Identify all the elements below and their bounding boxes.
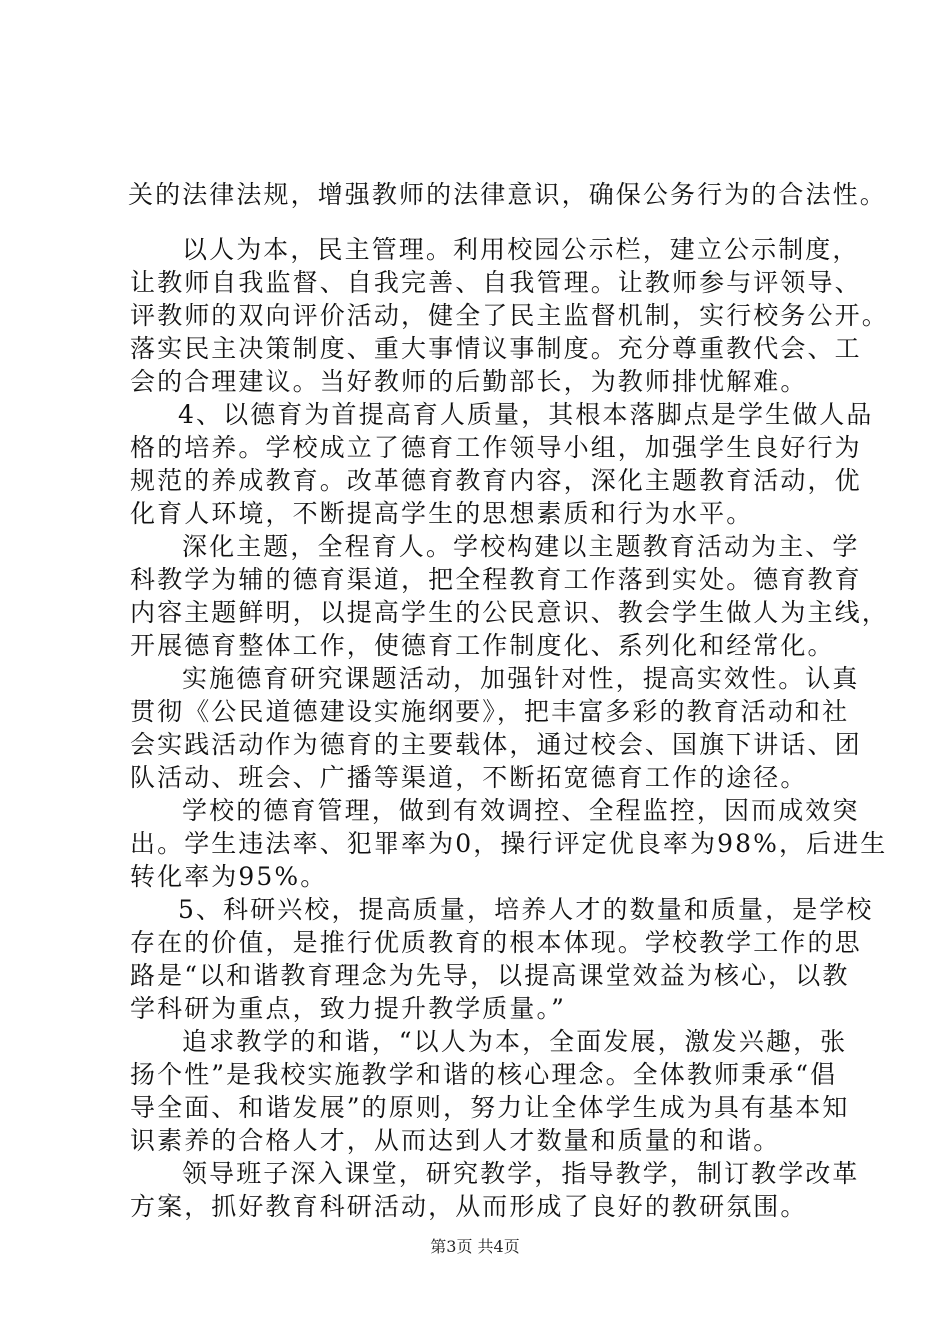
text-line-18: 队活动、班会、广播等渠道，不断拓宽德育工作的途径。 <box>130 763 808 792</box>
text-line-16: 贯彻《公民道德建设实施纲要》，把丰富多彩的教育活动和社 <box>130 697 850 726</box>
text-line-1: 关的法律法规，增强教师的法律意识，确保公务行为的合法性。 <box>128 180 887 209</box>
text-line-15: 实施德育研究课题活动，加强针对性，提高实效性。认真 <box>182 664 860 693</box>
text-line-21: 转化率为95%。 <box>130 862 328 891</box>
text-line-27: 扬个性”是我校实施教学和谐的核心理念。全体教师秉承“倡 <box>130 1060 838 1089</box>
text-line-17: 会实践活动作为德育的主要载体，通过校会、国旗下讲话、团 <box>130 730 862 759</box>
text-line-7: 4、以德育为首提高育人质量，其根本落脚点是学生做人品 <box>178 400 874 429</box>
text-line-12: 科教学为辅的德育渠道，把全程教育工作落到实处。德育教育 <box>130 565 862 594</box>
text-line-19: 学校的德育管理，做到有效调控、全程监控，因而成效突 <box>182 796 860 825</box>
text-line-31: 方案，抓好教育科研活动，从而形成了良好的教研氛围。 <box>130 1192 808 1221</box>
text-line-24: 路是“以和谐教育理念为先导，以提高课堂效益为核心，以教 <box>130 961 850 990</box>
text-line-9: 规范的养成教育。改革德育教育内容，深化主题教育活动，优 <box>130 466 862 495</box>
text-line-6: 会的合理建议。当好教师的后勤部长，为教师排忧解难。 <box>130 367 808 396</box>
text-line-28: 导全面、和谐发展”的原则，努力让全体学生成为具有基本知 <box>130 1093 850 1122</box>
text-line-11: 深化主题，全程育人。学校构建以主题教育活动为主、学 <box>182 532 860 561</box>
page-footer: 第3页 共4页 <box>430 1237 520 1256</box>
text-line-8: 格的培养。学校成立了德育工作领导小组，加强学生良好行为 <box>130 433 862 462</box>
text-line-2: 以人为本，民主管理。利用校园公示栏，建立公示制度， <box>182 235 860 264</box>
text-line-3: 让教师自我监督、自我完善、自我管理。让教师参与评领导、 <box>130 268 862 297</box>
text-line-14: 开展德育整体工作，使德育工作制度化、系列化和经常化。 <box>130 631 835 660</box>
text-line-4: 评教师的双向评价活动，健全了民主监督机制，实行校务公开。 <box>130 301 889 330</box>
text-line-26: 追求教学的和谐，“以人为本，全面发展，激发兴趣，张 <box>182 1027 848 1056</box>
text-line-5: 落实民主决策制度、重大事情议事制度。充分尊重教代会、工 <box>130 334 862 363</box>
text-line-23: 存在的价值，是推行优质教育的根本体现。学校教学工作的思 <box>130 928 862 957</box>
text-line-10: 化育人环境，不断提高学生的思想素质和行为水平。 <box>130 499 754 528</box>
text-line-22: 5、科研兴校，提高质量，培养人才的数量和质量，是学校 <box>178 895 874 924</box>
text-line-13: 内容主题鲜明，以提高学生的公民意识、教会学生做人为主线， <box>130 598 889 627</box>
text-line-25: 学科研为重点，致力提升教学质量。” <box>130 994 566 1023</box>
text-line-29: 识素养的合格人才，从而达到人才数量和质量的和谐。 <box>130 1126 781 1155</box>
text-line-20: 出。学生违法率、犯罪率为0，操行评定优良率为98%，后进生 <box>130 829 888 858</box>
text-line-30: 领导班子深入课堂，研究教学，指导教学，制订教学改革 <box>182 1159 860 1188</box>
